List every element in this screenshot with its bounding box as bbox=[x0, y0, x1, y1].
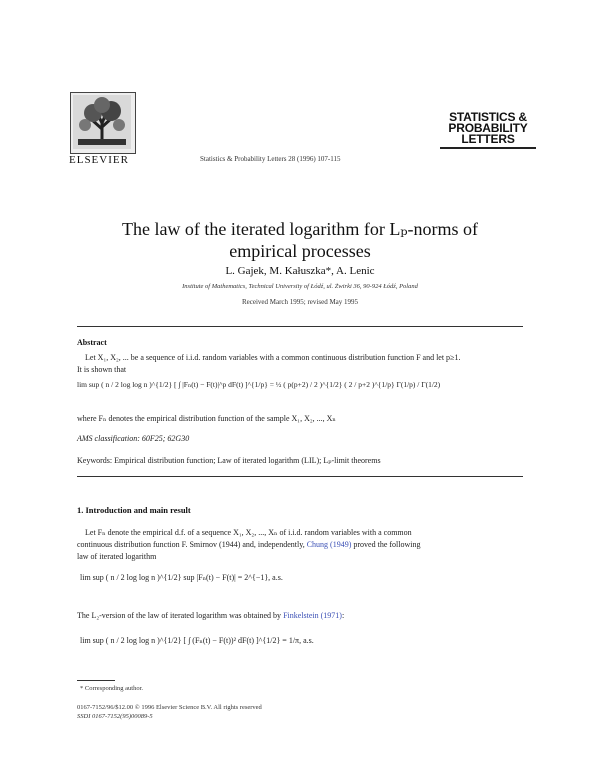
body-text: Let Fₙ denote the empirical d.f. of a sequence X₁, X₂, ..., Xₙ of i.i.d. random variables with a common bbox=[85, 528, 412, 537]
title-line: The law of the iterated logarithm for Lₚ-norms of bbox=[121, 219, 479, 239]
divider bbox=[77, 476, 523, 477]
equation-smirnov-chung: lim sup ( n / 2 log log n )^{1/2} sup |Fₙ(t) − F(t)| = 2^{−1}, a.s. bbox=[80, 573, 283, 582]
citation-link-finkelstein[interactable]: Finkelstein (1971) bbox=[283, 611, 342, 620]
abstract-where: where Fₙ denotes the empirical distribution function of the sample X₁, X₂, ..., Xₙ bbox=[77, 414, 336, 423]
text-span: proved the following bbox=[351, 540, 421, 549]
text-span: The L₂-version of the law of iterated logarithm was obtained by bbox=[77, 611, 284, 620]
article-title bbox=[60, 218, 540, 262]
publisher-name: ELSEVIER bbox=[69, 154, 129, 166]
footnote: * Corresponding author. bbox=[80, 685, 144, 692]
authors: L. Gajek, M. Kałuszka*, A. Lenic bbox=[225, 265, 375, 277]
text-span: : bbox=[341, 611, 345, 620]
elsevier-tree-icon bbox=[73, 95, 131, 149]
keywords: Keywords: Empirical distribution function; Law of iterated logarithm (LIL); Lₚ-limit theorems bbox=[77, 456, 381, 465]
text-span: continuous distribution function F. Smirnov (1944) and, independently, bbox=[77, 540, 307, 549]
title-line: empirical processes bbox=[229, 241, 371, 261]
abstract-text: It is shown that bbox=[77, 365, 127, 374]
abstract-formula bbox=[77, 380, 527, 408]
divider bbox=[77, 326, 523, 327]
journal-logo-line: PROBABILITY bbox=[448, 121, 528, 135]
received-date: Received March 1995; revised May 1995 bbox=[241, 298, 359, 306]
body-text: law of iterated logarithm bbox=[77, 552, 157, 561]
ssdi-line: SSDI 0167-7152(95)00089-5 bbox=[77, 713, 153, 720]
journal-citation: Statistics & Probability Letters 28 (1996) 107-115 bbox=[200, 155, 341, 163]
ams-classification: AMS classification: 60F25; 62G30 bbox=[77, 434, 190, 443]
affiliation: Institute of Mathematics, Technical University of Łódź, ul. Żwirki 36, 90-924 Łódź, Poland bbox=[182, 283, 418, 290]
journal-logo bbox=[440, 112, 536, 145]
abstract-heading: Abstract bbox=[77, 338, 107, 347]
footnote-rule bbox=[77, 680, 115, 681]
body-text bbox=[77, 610, 522, 622]
copyright bbox=[77, 703, 262, 721]
abstract-text: Let X₁, X₂, ... be a sequence of i.i.d. random variables with a common continuous distribution function F and let p≥1. bbox=[85, 353, 461, 362]
copyright-line: 0167-7152/96/$12.00 © 1996 Elsevier Science B.V. All rights reserved bbox=[77, 704, 262, 711]
journal-logo-line: STATISTICS & bbox=[449, 110, 527, 124]
citation-link-chung[interactable]: Chung (1949) bbox=[306, 540, 352, 549]
section-heading: 1. Introduction and main result bbox=[77, 505, 191, 515]
formula-text: lim sup ( n / 2 log log n )^{1/2} [ ∫ |Fₙ(t) − F(t)|^p dF(t) ]^{1/p} = ½ ( p(p+2) / 2 )^{1/2} ( 2 / p+2 )^{1/p} Γ(1/p) / Γ(1/2) bbox=[77, 380, 441, 389]
equation-finkelstein: lim sup ( n / 2 log log n )^{1/2} [ ∫ (Fₙ(t) − F(t))² dF(t) ]^{1/2} = 1/π, a.s. bbox=[80, 636, 314, 645]
journal-logo-line: LETTERS bbox=[461, 132, 515, 146]
body-text bbox=[77, 539, 522, 551]
journal-logo-rule bbox=[440, 147, 536, 149]
